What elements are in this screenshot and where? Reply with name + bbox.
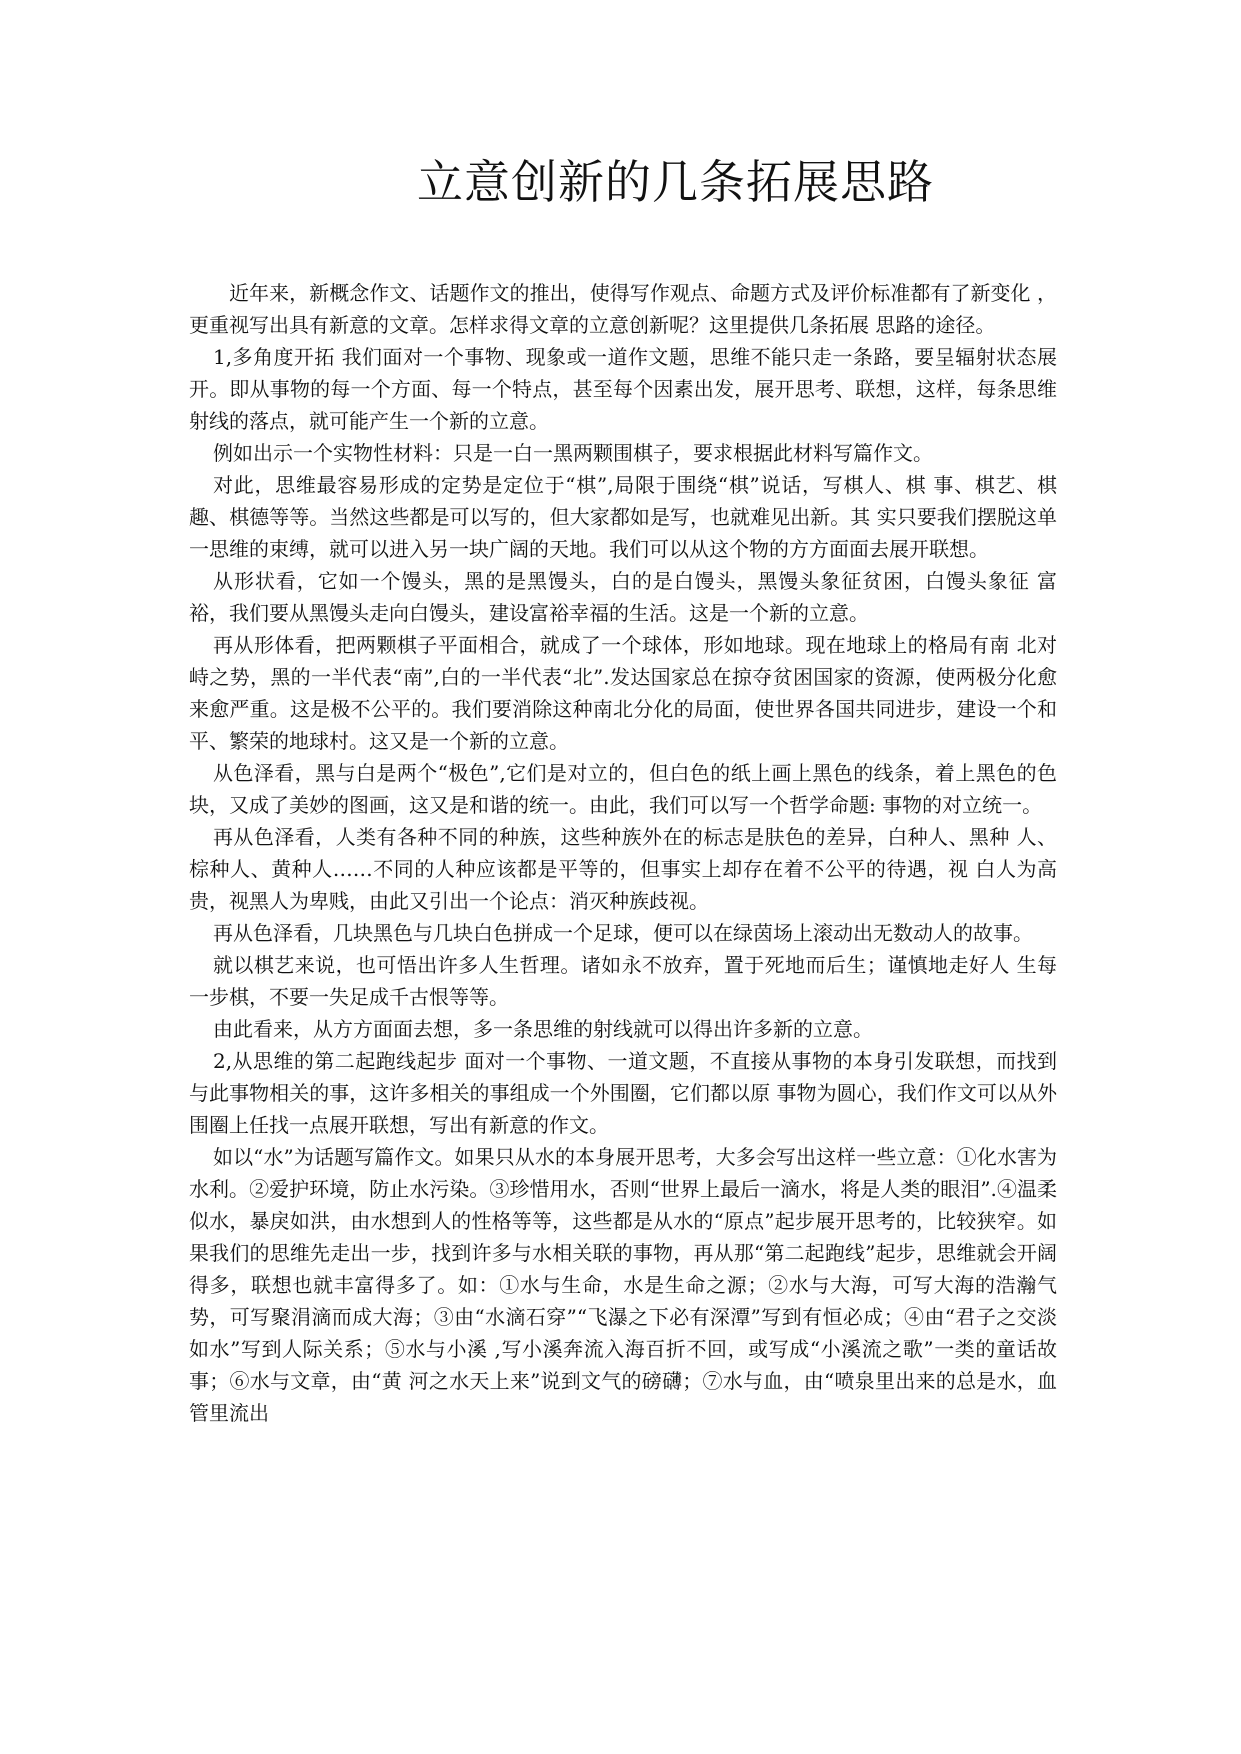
paragraph-section-2: 2,从思维的第二起跑线起步 面对一个事物、一道文题，不直接从事物的本身引发联想，而找到与此事物相关的事，这许多相关的事组成一个外围圈，它们都以原 事物为圆心，我们作文可以从外围圈上任找一点展开联想，写出有新意的作文。	[189, 1049, 1057, 1137]
paragraph-water-example: 如以“水”为话题写篇作文。如果只从水的本身展开思考，大多会写出这样一些立意：①化水害为水利。②爱护环境，防止水污染。③珍惜用水，否则“世界上最后一滴水，将是人类的眼泪”.④温柔似水，暴戾如洪，由水想到人的性格等等，这些都是从水的“原点”起步展开思考的，比较狭窄。如果我们的思维先走出一步，找到许多与水相关联的事物，再从那“第二起跑线”起步，思维就会开阔得多，联想也就丰富得多了。如：①水与生命，水是生命之源；②水与大海，可写大海的浩瀚气势，可写聚涓滴而成大海；③由“水滴石穿”“飞瀑之下必有深潭”写到有恒必成；④由“君子之交淡如水”写到人际关系；⑤水与小溪 ,写小溪奔流入海百折不回，或写成“小溪流之歌”一类的童话故事；⑥水与文章，由“黄 河之水天上来”说到文气的磅礴；⑦水与血，由“喷泉里出来的总是水，血管里流出	[189, 1145, 1057, 1425]
document-title: 立意创新的几条拓展思路	[417, 155, 934, 209]
paragraph-chess-skill: 就以棋艺来说，也可悟出许多人生哲理。诸如永不放弃，置于死地而后生；谨慎地走好人 生每一步棋，不要一失足成千古恨等等。	[189, 953, 1057, 1009]
document-body	[189, 277, 1057, 1429]
paragraph-color-2: 再从色泽看，人类有各种不同的种族，这些种族外在的标志是肤色的差异，白种人、黑种 人、棕种人、黄种人……不同的人种应该都是平等的，但事实上却存在着不公平的待遇，视 白人为高贵，视黑人为卑贱，由此又引出一个论点：消灭种族歧视。	[189, 825, 1057, 913]
paragraph-intro: 近年来，新概念作文、话题作文的推出，使得写作观点、命题方式及评价标准都有了新变化 ，更重视写出具有新意的文章。怎样求得文章的立意创新呢？这里提供几条拓展 思路的途径。	[189, 281, 1057, 337]
paragraph-shape: 从形状看，它如一个馒头，黑的是黑馒头，白的是白馒头，黑馒头象征贫困，白馒头象征 富裕，我们要从黑馒头走向白馒头，建设富裕幸福的生活。这是一个新的立意。	[189, 569, 1057, 625]
paragraph-form: 再从形体看，把两颗棋子平面相合，就成了一个球体，形如地球。现在地球上的格局有南 北对峙之势，黑的一半代表“南”,白的一半代表“北”.发达国家总在掠夺贫困国家的资源，使两极分化愈来愈严重。这是极不公平的。我们要消除这种南北分化的局面，使世界各国共同进步，建设一个和平、繁荣的地球村。这又是一个新的立意。	[189, 633, 1057, 753]
paragraph-conclusion: 由此看来，从方方面面去想，多一条思维的射线就可以得出许多新的立意。	[213, 1017, 873, 1041]
paragraph-example: 例如出示一个实物性材料：只是一白一黑两颗围棋子，要求根据此材料写篇作文。	[213, 441, 933, 465]
paragraph-chess-mindset: 对此，思维最容易形成的定势是定位于“棋”,局限于围绕“棋”说话，写棋人、棋 事、棋艺、棋趣、棋德等等。当然这些都是可以写的，但大家都如是写，也就难见出新。其 实只要我们摆脱这单一思维的束缚，就可以进入另一块广阔的天地。我们可以从这个物的方方面面去展开联想。	[189, 473, 1057, 561]
paragraph-section-1: 1,多角度开拓 我们面对一个事物、现象或一道作文题，思维不能只走一条路，要呈辐射状态展开。即从事物的每一个方面、每一个特点，甚至每个因素出发，展开思考、联想，这样，每条思维射线的落点，就可能产生一个新的立意。	[189, 345, 1057, 433]
paragraph-color-3: 再从色泽看，几块黑色与几块白色拼成一个足球，便可以在绿茵场上滚动出无数动人的故事。	[213, 921, 1033, 945]
paragraph-color-1: 从色泽看，黑与白是两个“极色”,它们是对立的，但白色的纸上画上黑色的线条，着上黑色的色块，又成了美妙的图画，这又是和谐的统一。由此，我们可以写一个哲学命题: 事物的对立统一。	[189, 761, 1057, 817]
